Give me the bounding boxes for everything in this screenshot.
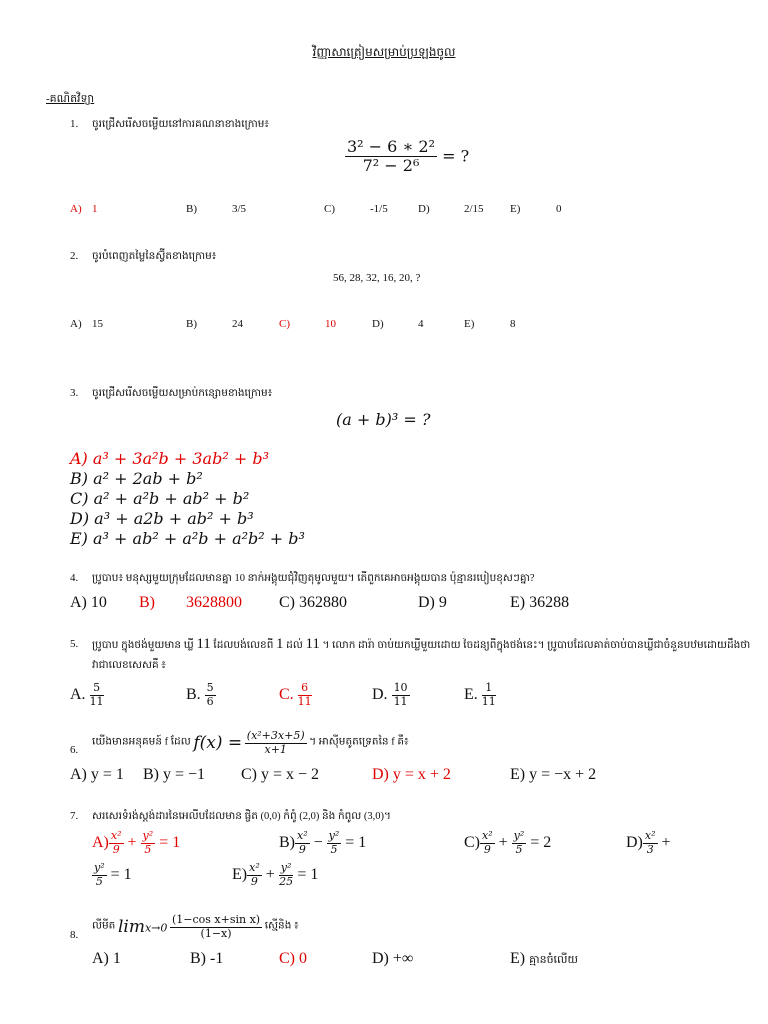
q8-text: លីមីត — [92, 920, 116, 932]
q5-n1: 11 — [196, 636, 211, 652]
q7-a-rhs: = 1 — [159, 833, 181, 851]
q7-a-num1: x² — [110, 829, 122, 842]
q6-fx: f(x) = — [193, 733, 243, 754]
q4-option-c-value: 362880 — [299, 594, 347, 611]
q8-option-d-letter: D) — [372, 950, 389, 967]
q2-option-b-value: 24 — [232, 318, 243, 330]
q5-option-e — [464, 682, 496, 708]
q8-option-d-value: +∞ — [392, 950, 414, 967]
q5-option-a-den: 11 — [89, 694, 104, 708]
q7-e-den1: 9 — [250, 874, 258, 888]
q4-text: ប្រូបាប៖ មនុស្សមួយក្រុមដែលមានគ្នា 10 នាក់អង្គុយជុំវិញតុមូលមួយ។ តើពួកគេអាចអង្គុយបាន ប៉ុន្មានរបៀបខុសៗគ្នា? — [92, 573, 535, 584]
q2-option-a-value: 15 — [92, 318, 103, 330]
q3-option-d: D) a³ + a2b + ab² + b³ — [70, 509, 254, 528]
q7-e-num2: y² — [280, 861, 292, 874]
q8-lim-subscript: x→0 — [144, 921, 168, 935]
q8-option-c — [279, 950, 307, 968]
q8-fraction-num: (1−cos x+sin x) — [172, 913, 261, 926]
q1-expr-denominator: 7² − 2⁶ — [362, 156, 420, 176]
q1-option-c-letter: C) — [324, 203, 335, 215]
q7-option-d-letter: D) — [626, 833, 643, 851]
q5-option-b-letter: B. — [186, 685, 201, 703]
q4-option-d-value: 9 — [438, 594, 447, 611]
q1-text: ចូរជ្រើសរើសចម្លើយនៅការគណនាខាងក្រោម៖ — [92, 119, 269, 130]
q7-e-rhs: = 1 — [297, 865, 319, 883]
q8-text-line — [92, 914, 299, 940]
q4-option-b-value: 3628800 — [186, 594, 242, 611]
q5-text-b: ដែលបង់លេខពី — [213, 640, 274, 651]
q5-text-line1 — [92, 636, 750, 654]
q7-b-num2: y² — [328, 829, 340, 842]
q5-option-c — [279, 682, 312, 708]
q4-option-a-letter: A) — [70, 594, 87, 611]
q3-expression: (a + b)³ = ? — [336, 410, 431, 429]
q7-e-num1: x² — [249, 861, 260, 874]
q6-option-a: A) y = 1 — [70, 766, 124, 783]
q8-lim: lim — [117, 917, 145, 938]
q7-d-den2: 5 — [95, 874, 103, 888]
q2-option-d-value: 4 — [418, 318, 424, 330]
q7-b-op: − — [313, 833, 323, 851]
q5-text-a: ប្រូបាប ក្នុងថង់មួយមាន ឃ្លី — [92, 640, 194, 651]
q7-b-num1: x² — [297, 829, 308, 842]
q6-number: 6. — [70, 744, 79, 756]
q5-option-b-den: 6 — [206, 694, 214, 708]
q5-n3: 11 — [305, 636, 320, 652]
q7-d-num1: x² — [644, 829, 656, 842]
q7-c-num2: y² — [513, 829, 525, 842]
q8-option-e-letter: E) — [510, 950, 526, 967]
q7-d-num2: y² — [94, 861, 105, 874]
q8-option-d — [372, 950, 413, 968]
q2-option-e-value: 8 — [510, 318, 516, 330]
q4-option-e — [510, 594, 569, 612]
q7-c-num1: x² — [482, 829, 493, 842]
q7-option-b-letter: B) — [279, 833, 295, 851]
q4-number: 4. — [70, 572, 79, 584]
q3-number: 3. — [70, 387, 79, 399]
q5-option-c-num: 6 — [298, 682, 312, 696]
q7-option-c — [464, 830, 551, 856]
q5-option-c-den: 11 — [297, 694, 312, 708]
q6-text2: ។ អាស៊ីមតូតទ្រេតនៃ f គឺ៖ — [309, 736, 409, 748]
q8-option-b-letter: B) — [190, 950, 206, 967]
q5-option-d-num: 10 — [393, 681, 408, 694]
q1-option-d-letter: D) — [418, 203, 430, 215]
q8-option-a-letter: A) — [92, 950, 109, 967]
q6-text-line — [92, 730, 409, 756]
q7-option-b — [279, 830, 366, 856]
q7-option-c-letter: C) — [464, 833, 480, 851]
q8-option-b-value: -1 — [210, 950, 224, 967]
q8-fraction-den: (1−x) — [200, 926, 232, 940]
q7-option-e-letter: E) — [232, 865, 248, 883]
q5-text-line2: វាជាលេខសេសគឺ ៖ — [92, 660, 166, 671]
q7-c-den2: 5 — [515, 842, 523, 856]
q7-d-rhs: = 1 — [110, 865, 132, 883]
q5-option-a — [70, 682, 104, 708]
q5-option-e-den: 11 — [481, 694, 496, 708]
q5-option-e-num: 1 — [482, 682, 496, 696]
q5-text-c: ដល់ — [286, 640, 303, 651]
q4-option-d — [418, 594, 447, 612]
q7-b-rhs: = 1 — [345, 833, 367, 851]
q3-option-c: C) a² + a²b + ab² + b² — [70, 489, 250, 508]
q7-c-den1: 9 — [483, 842, 491, 856]
q1-expression — [345, 138, 469, 176]
q5-number: 5. — [70, 638, 79, 650]
q7-b-den1: 9 — [298, 842, 306, 856]
q4-option-c-letter: C) — [279, 594, 295, 611]
q2-number: 2. — [70, 250, 79, 262]
q7-option-e — [232, 862, 318, 888]
q7-a-num2: y² — [142, 829, 154, 842]
q6-option-d: D) y = x + 2 — [372, 766, 451, 783]
q3-option-a: A) a³ + 3a²b + 3ab² + b³ — [70, 449, 269, 468]
q8-option-e — [510, 950, 578, 969]
q1-option-a-value: 1 — [92, 203, 98, 215]
q1-option-d-value: 2/15 — [464, 203, 484, 215]
q5-option-b — [186, 682, 216, 708]
q1-number: 1. — [70, 118, 79, 130]
q7-c-rhs: = 2 — [530, 833, 552, 851]
q8-number: 8. — [70, 929, 79, 941]
q1-option-b-value: 3/5 — [232, 203, 247, 215]
q5-n2: 1 — [276, 636, 284, 652]
q6-option-b: B) y = −1 — [143, 766, 206, 783]
q5-option-b-num: 5 — [206, 681, 214, 694]
page-title: វិញ្ញាសាត្រៀមសម្រាប់ប្រឡងចូល — [312, 45, 456, 59]
q1-expr-tail: = ? — [442, 146, 470, 166]
q5-option-c-letter: C. — [279, 685, 294, 703]
q6-fraction-den: x+1 — [264, 742, 287, 756]
q4-option-e-value: 36288 — [529, 594, 570, 611]
q1-option-e-value: 0 — [556, 203, 562, 215]
q4-option-d-letter: D) — [418, 594, 435, 611]
q7-e-op: + — [265, 865, 275, 883]
q5-option-d-den: 11 — [393, 694, 408, 708]
q7-option-a — [92, 830, 180, 856]
q2-option-c-value: 10 — [325, 318, 336, 330]
q2-option-d-letter: D) — [372, 318, 384, 330]
q7-option-a-letter: A) — [92, 833, 109, 851]
q5-option-e-letter: E. — [464, 685, 478, 703]
q1-option-c-value: -1/5 — [370, 203, 388, 215]
q5-option-d — [372, 682, 410, 708]
q3-option-b: B) a² + 2ab + b² — [70, 469, 203, 488]
q6-option-e: E) y = −x + 2 — [510, 766, 597, 783]
q8-option-b — [190, 950, 223, 968]
q8-text2: ស្មើនិង ៖ — [264, 920, 299, 932]
q4-option-b-letter: B) — [139, 594, 155, 611]
q6-text: យើងមានអនុគមន៍ f ដែល — [92, 736, 191, 748]
q4-option-a — [70, 594, 107, 612]
q8-option-c-letter: C) — [279, 950, 295, 967]
q5-option-a-num: 5 — [90, 682, 104, 696]
q2-text: ចូរបំពេញតម្លៃនៃស្វ៊ីតខាងក្រោម៖ — [92, 251, 217, 262]
q7-option-d-part2 — [92, 862, 132, 888]
q8-option-c-value: 0 — [299, 950, 307, 967]
q1-expr-numerator: 3² − 6 ∗ 2² — [347, 137, 435, 156]
q2-option-b-letter: B) — [186, 318, 197, 330]
q6-option-c: C) y = x − 2 — [241, 766, 320, 783]
q7-a-op: + — [127, 833, 137, 851]
q5-option-d-letter: D. — [372, 685, 388, 703]
q7-c-op: + — [498, 833, 508, 851]
q8-option-a-value: 1 — [112, 950, 121, 967]
q3-text: ចូរជ្រើសរើសចម្លើយសម្រាប់កន្សោមខាងក្រោម៖ — [92, 388, 273, 399]
q7-number: 7. — [70, 810, 79, 822]
q7-text: សរសេរទំរង់ស្តង់ដារនៃអេលីបដែលមាន ផ្ចិត (0,0) កំពូំ (2,0) និង កំពូល (3,0)។ — [92, 811, 391, 822]
q6-fraction-num: (x²+3x+5) — [246, 729, 305, 742]
q5-option-a-letter: A. — [70, 685, 86, 703]
q7-a-den2: 5 — [144, 842, 152, 856]
q8-option-e-value: គ្មានចំលើយ — [529, 954, 578, 966]
q7-e-den2: 25 — [279, 874, 294, 888]
q2-option-e-letter: E) — [464, 318, 475, 330]
q2-option-a-letter: A) — [70, 318, 82, 330]
q7-option-d-part1 — [626, 830, 671, 856]
q3-option-e: E) a³ + ab² + a²b + a²b² + b³ — [70, 529, 305, 548]
q1-option-b-letter: B) — [186, 203, 197, 215]
q8-option-a — [92, 950, 121, 968]
q4-option-c — [279, 594, 347, 612]
q4-option-e-letter: E) — [510, 594, 526, 611]
q7-d-op: + — [661, 833, 671, 851]
q7-b-den2: 5 — [330, 842, 338, 856]
q2-sequence: 56, 28, 32, 16, 20, ? — [333, 272, 421, 284]
q1-option-e-letter: E) — [510, 203, 521, 215]
q1-option-a-letter: A) — [70, 203, 82, 215]
section-heading: -គណិតវិទ្យា — [46, 93, 95, 105]
q5-text-d: ។ លោក ដារ៉ា ចាប់យកឃ្លីមួយដោយ ចៃដន្យពីក្នុងថង់នេះ។ ប្រូបាបដែលគាត់ចាប់បានឃ្លីជាចំនួនបឋមដោយដឹងថា — [322, 640, 751, 651]
q7-d-den1: 3 — [646, 842, 654, 856]
q4-option-a-value: 10 — [90, 594, 107, 611]
q7-a-den1: 9 — [112, 842, 120, 856]
q2-option-c-letter: C) — [279, 318, 290, 330]
